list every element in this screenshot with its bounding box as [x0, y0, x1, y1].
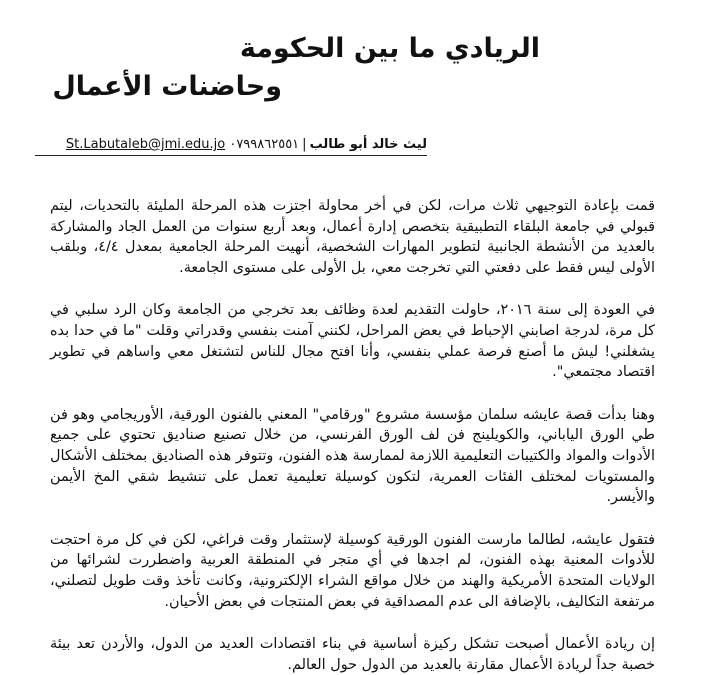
byline-divider: [35, 155, 427, 156]
article-title-line-1: الريادي ما بين الحكومة: [239, 33, 540, 64]
article-body: [50, 196, 655, 675]
paragraph-1: قمت بإعادة التوجيهي ثلاث مرات، لكن في أخر محاولة اجتزت هذه المرحلة المليئة بالتحديات، ليتم قبولي في جامعة البلقاء التطبيقية بتخصص إدارة أعمال، وبعد أربع سنوات من العمل الجاد والمشاركة بالعديد من الأنشطة الجانبية لتطوير المهارات الشخصية، أنهيت المرحلة الجامعية بمعدل ٤/٤، وبلقب الأولى ليس فقط على دفعتي التي تخرجت معي، بل الأولى على مستوى الجامعة.: [50, 198, 655, 276]
paragraph-2: في العودة إلى سنة ٢٠١٦، حاولت التقديم لعدة وظائف بعد تخرجي من الجامعة وكان الرد سلبي في كل مرة، لدرجة اصابني الإحباط في بعض المراحل، لكنني آمنت بنفسي وقدراتي وقلت "ما في حدا بده يشغلني! ليش ما أصنع فرصة عملي بنفسي، وأنا افتح مجال للناس لتشتغل معي واساهم في تطوير اقتصاد مجتمعي".: [50, 302, 655, 381]
author-name: ليث خالد أبو طالب: [309, 137, 427, 152]
paragraph-5: إن ريادة الأعمال أصبحت تشكل ركيزة أساسية في بناء اقتصادات العديد من الدول، والأردن تعد بيئة خصبة جداً لريادة الأعمال مقارنة بالعديد من الدول حول العالم.: [50, 636, 655, 673]
byline-separator: |: [302, 137, 307, 152]
paragraph-4: فتقول عايشه، لطالما مارست الفنون الورقية كوسيلة لإستثمار وقت فراغي، لكن في كل مرة احتجت للأدوات المعنية بهذه الفنون، لم اجدها في أي متجر في المنطقة العربية واضطررت لشرائها من الولايات المتحدة الأمريكية والهند من خلال مواقع الشراء الإلكترونية، وكانت تأخذ وقت طويل لتصلني، مرتفعة التكاليف، بالإضافة الى عدم المصداقية في بعض المنتجات في بعض الأحيان.: [50, 531, 655, 610]
author-email-link[interactable]: St.Labutaleb@jmi.edu.jo: [65, 137, 226, 152]
byline: [66, 136, 427, 153]
paragraph-3: وهنا بدأت قصة عايشه سلمان مؤسسة مشروع "ورقامي" المعني بالفنون الورقية، الأوريجامي وهو فن طي الورق الياباني، والكويلينج فن لف الورق الفرنسي، من خلال تصنيع صناديق تحتوي على جميع الأدوات والمواد والكتيبات التعليمية اللازمة لممارسة هذه الفنون، وتتوفر هذه الصناديق بمختلف الأشكال والمستويات لمختلف الفئات العمرية، لتكون كوسيلة تعليمية تعمل على تنشيط شقي المخ الأيمن والأيسر.: [50, 406, 655, 506]
article-title-line-2: وحاضنات الأعمال: [52, 71, 282, 102]
author-phone: ٠٧٩٩٨٦٢٥٥١: [229, 137, 300, 152]
